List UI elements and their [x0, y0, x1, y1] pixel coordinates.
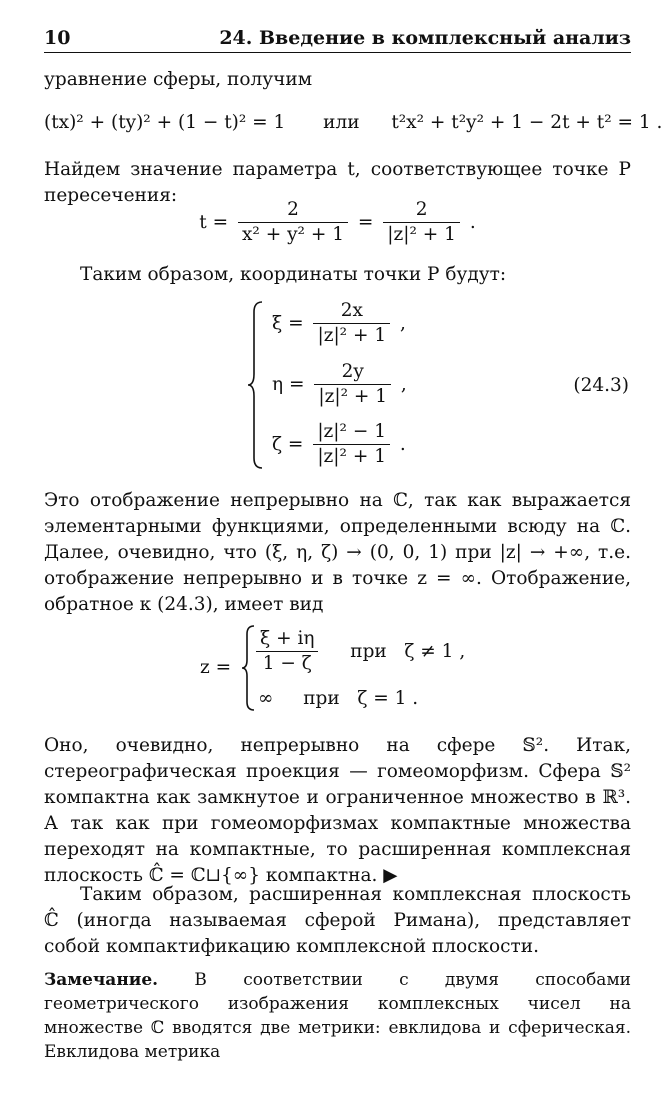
fraction-inverse-num: ξ + iη — [256, 627, 318, 652]
inverse-map-lhs: z = — [200, 657, 232, 678]
fraction-zeta-num: |z|² − 1 — [313, 420, 390, 445]
running-header — [44, 27, 631, 51]
header-rule — [44, 52, 631, 53]
left-brace-system-24-3 — [246, 300, 266, 475]
paragraph-2: Найдем значение параметра t, соответствующее точке P пересечения: — [44, 159, 631, 206]
page-number: 10 — [44, 27, 71, 49]
paragraph-1: уравнение сферы, получим — [44, 69, 313, 90]
equation-sphere — [44, 112, 663, 133]
paragraph-4: Это отображение непрерывно на ℂ, так как выражается элементарными функциями, определенными всюду на ℂ. Далее, очевидно, что (ξ, η, ζ) → (0, 0, 1) при |z| → +∞, т.е. отображение непрерывно и в точке z = ∞. Отображение, обратное к (24.3), имеет вид — [44, 490, 631, 615]
xi-end: , — [400, 313, 406, 334]
row-xi — [272, 299, 406, 348]
fraction-inverse — [256, 627, 318, 676]
fraction-t-1-num: 2 — [238, 198, 348, 223]
equation-parameter-t — [44, 198, 631, 247]
fraction-t-2-num: 2 — [383, 198, 460, 223]
fraction-zeta — [313, 420, 390, 469]
fraction-xi-den: |z|² + 1 — [317, 325, 387, 346]
fraction-eta — [314, 360, 391, 409]
eq-t-eq: = — [357, 212, 374, 233]
inverse-row-1-condition: при ζ ≠ 1 , — [350, 641, 466, 662]
fraction-t-1 — [238, 198, 348, 247]
fraction-t-2 — [383, 198, 460, 247]
inverse-row-2-condition: при ζ = 1 . — [303, 688, 419, 709]
xi-lhs: ξ = — [272, 313, 304, 334]
eta-end: , — [400, 374, 407, 395]
fraction-zeta-den: |z|² + 1 — [317, 446, 386, 467]
paragraph-6: Таким образом, расширенная комплексная плоскость ℂ̂ (иногда называемая сферой Римана), представляет собой компактификацию комплексной плоскости. — [44, 884, 631, 957]
remark — [44, 968, 631, 1064]
inverse-row-2 — [258, 688, 418, 709]
fraction-eta-num: 2y — [314, 360, 391, 385]
equation-sphere-right: t²x² + t²y² + 1 − 2t + t² = 1 . — [391, 112, 663, 133]
equation-sphere-or: или — [323, 112, 360, 133]
inverse-row-1 — [252, 627, 465, 676]
paragraph-5: Оно, очевидно, непрерывно на сфере 𝕊². Итак, стереографическая проекция — гомеоморфизм. Сфера 𝕊² компактна как замкнутое и ограниченное множество в ℝ³. А так как при гомеоморфизмах компактные множества переходят на компактные, то расширенная комплексная плоскость ℂ̂ = ℂ⊔{∞} компактна. ▶ — [44, 735, 631, 886]
fraction-xi — [313, 299, 390, 348]
fraction-xi-num: 2x — [313, 299, 390, 324]
row-zeta — [272, 420, 406, 469]
zeta-lhs: ζ = — [272, 434, 304, 455]
row-eta — [272, 360, 407, 409]
running-title: 24. Введение в комплексный анализ — [219, 27, 631, 49]
eq-t-end: . — [469, 212, 476, 233]
fraction-eta-den: |z|² + 1 — [318, 386, 388, 407]
fraction-inverse-den: 1 − ζ — [262, 653, 312, 674]
remark-label: Замечание. — [44, 970, 159, 990]
equation-number-24-3: (24.3) — [573, 375, 629, 396]
inverse-row-2-value: ∞ — [258, 688, 274, 709]
paragraph-3: Таким образом, координаты точки P будут: — [80, 264, 507, 285]
equation-sphere-left: (tx)² + (ty)² + (1 − t)² = 1 — [44, 112, 286, 133]
fraction-t-1-den: x² + y² + 1 — [241, 224, 344, 245]
fraction-t-2-den: |z|² + 1 — [387, 224, 456, 245]
eq-t-lhs: t = — [199, 212, 229, 233]
eta-lhs: η = — [272, 374, 305, 395]
remark-text: В соответствии с двумя способами геометрического изображения комплексных чисел на множестве ℂ вводятся две метрики: евклидова и сферическая. Евклидова метрика — [44, 970, 631, 1062]
zeta-end: . — [399, 434, 406, 455]
